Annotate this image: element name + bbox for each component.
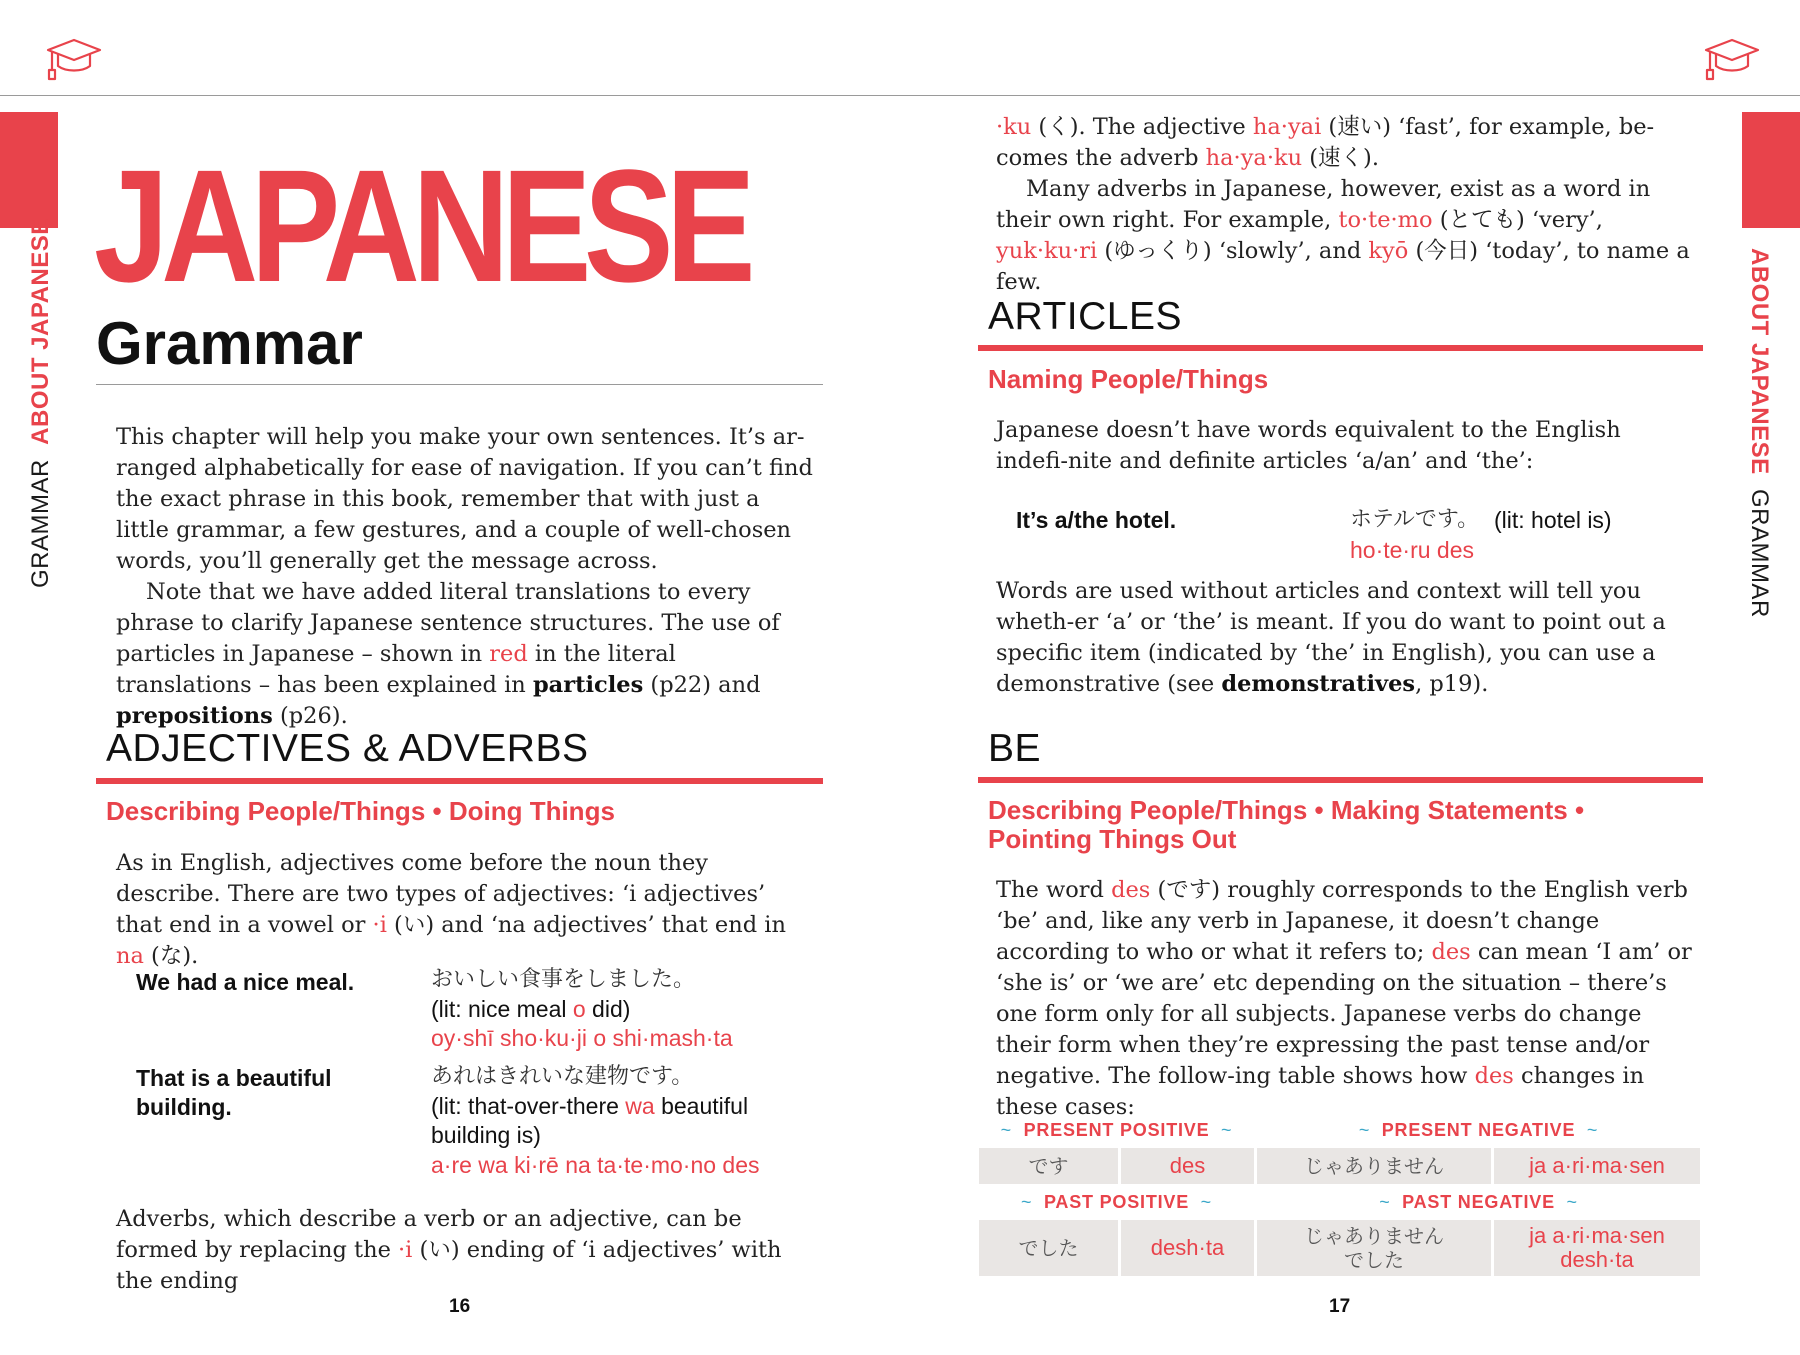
graduation-cap-icon: [44, 36, 102, 84]
subheading-adjectives: Describing People/Things • Doing Things: [106, 796, 615, 826]
section-heading-adjectives: ADJECTIVES & ADVERBS: [106, 727, 589, 770]
header-rule: [0, 95, 1800, 96]
table-header-past-negative: ~ PAST NEGATIVE ~: [1379, 1192, 1578, 1212]
be-paragraph: The word des (です) roughly corresponds to the English verb ‘be’ and, like any verb in Japanese, it doesn’t change according to who or what it refers to; des can mean ‘I am’ or ‘she is’ or ‘we are’ etc depending on the situation – there’s one form only for all subjects. Japanese verbs do change their form when they’re expressing the past tense and/or negative. The follow-ing table shows how des changes in these cases:: [996, 877, 1692, 1120]
example-english: It’s a/the hotel.: [1016, 507, 1177, 533]
table-cell: じゃありません でした: [1257, 1220, 1491, 1276]
table-cell: です: [979, 1148, 1118, 1184]
example-literal: (lit: nice meal o did): [431, 996, 631, 1022]
section-rule: [96, 778, 823, 784]
example-english: We had a nice meal.: [136, 969, 355, 995]
graduation-cap-icon: [1702, 36, 1760, 84]
side-tab-bold: ABOUT JAPANESE: [1746, 248, 1773, 475]
side-tab-bold: ABOUT JAPANESE: [27, 218, 54, 445]
example-japanese: おいしい食事をしました。: [431, 967, 696, 992]
table-cell: じゃありません: [1257, 1148, 1491, 1184]
side-tab-regular: GRAMMAR: [27, 459, 54, 588]
section-rule: [978, 345, 1703, 351]
table-cell: desh·ta: [1121, 1220, 1254, 1276]
side-tab-label: [26, 218, 56, 588]
section-heading-articles: ARTICLES: [988, 295, 1183, 338]
example-romaji: a·re wa ki·rē na ta·te·mo·no des: [431, 1152, 760, 1178]
page-number: 17: [1329, 1296, 1351, 1317]
intro-paragraph: [116, 422, 816, 732]
side-tab-marker: [1742, 112, 1800, 228]
intro-p1: This chapter will help you make your own sentences. It’s ar-ranged alphabetically for ease of navigation. If you can’t find the exact phrase in this book, remember that with just a little grammar, a few gestures, and a couple of well-chosen words, you’ll generally get the message across.: [116, 424, 813, 574]
table-cell: ja a·ri·ma·sen desh·ta: [1494, 1220, 1700, 1276]
articles-paragraph: Japanese doesn’t have words equivalent to the English indefi-nite and definite articles ‘a/an’ and ‘the’:: [996, 417, 1621, 474]
example-literal: (lit: that-over-there wa beautiful building is): [431, 1093, 749, 1148]
side-tab-regular: GRAMMAR: [1746, 488, 1773, 618]
adverbs-paragraph: Adverbs, which describe a verb or an adjective, can be formed by replacing the ·i (い) ending of ‘i adjectives’ with the ending: [116, 1206, 782, 1294]
side-tab-marker: [0, 112, 58, 228]
continued-paragraph: ·ku (く). The adjective ha·yai (速い) ‘fast’, for example, be-comes the adverb ha·ya·ku (速く). Many adverbs in Japanese, however, exist as a word in their own right. For example, to·te·mo (とても) ‘very’, yuk·ku·ri (ゆっくり) ‘slowly’, and kyō (今日) ‘today’, to name a few.: [996, 114, 1690, 295]
articles-paragraph-2: Words are used without articles and context will tell you wheth-er ‘a’ or ‘the’ is meant. If you do want to point out a specific item (indicated by ‘the’ in English), you can use a demonstrative (see demonstratives, p19).: [996, 578, 1666, 697]
subheading-be: Describing People/Things • Making Statements • Pointing Things Out: [988, 795, 1585, 854]
table-cell: でした: [979, 1220, 1118, 1276]
page-number: 16: [449, 1296, 471, 1317]
subheading-articles: Naming People/Things: [988, 364, 1269, 394]
example-english: That is a beautiful building.: [136, 1065, 332, 1120]
table-cell: ja a·ri·ma·sen: [1494, 1148, 1700, 1184]
adjectives-paragraph: As in English, adjectives come before the noun they describe. There are two types of adjectives: ‘i adjectives’ that end in a vowel or ·i (い) and ‘na adjectives’ that end in na (な).: [116, 850, 786, 969]
table-cell: des: [1121, 1148, 1254, 1184]
chapter-title: JAPANESE: [94, 136, 749, 315]
table-header-present-negative: ~ PRESENT NEGATIVE ~: [1358, 1120, 1599, 1140]
section-heading-be: BE: [988, 727, 1042, 770]
example-japanese: ホテルです。: [1350, 507, 1480, 532]
table-header-present-positive: ~ PRESENT POSITIVE ~: [1000, 1120, 1233, 1140]
intro-p2: Note that we have added literal translations to every phrase to clarify Japanese sentence structures. The use of particles in Japanese – shown in red in the literal translations – has been explained in particles (p22) and prepositions (p26).: [116, 579, 780, 729]
example-romaji: oy·shī sho·ku·ji o shi·mash·ta: [431, 1025, 733, 1051]
chapter-subtitle: Grammar: [96, 310, 363, 377]
title-rule: [96, 384, 823, 385]
example-literal: (lit: hotel is): [1494, 507, 1612, 533]
table-header-past-positive: ~ PAST POSITIVE ~: [1021, 1192, 1212, 1212]
section-rule: [978, 777, 1703, 783]
example-japanese: あれはきれいな建物です。: [431, 1064, 694, 1089]
side-tab-label: [1744, 248, 1774, 618]
example-romaji: ho·te·ru des: [1350, 537, 1475, 563]
